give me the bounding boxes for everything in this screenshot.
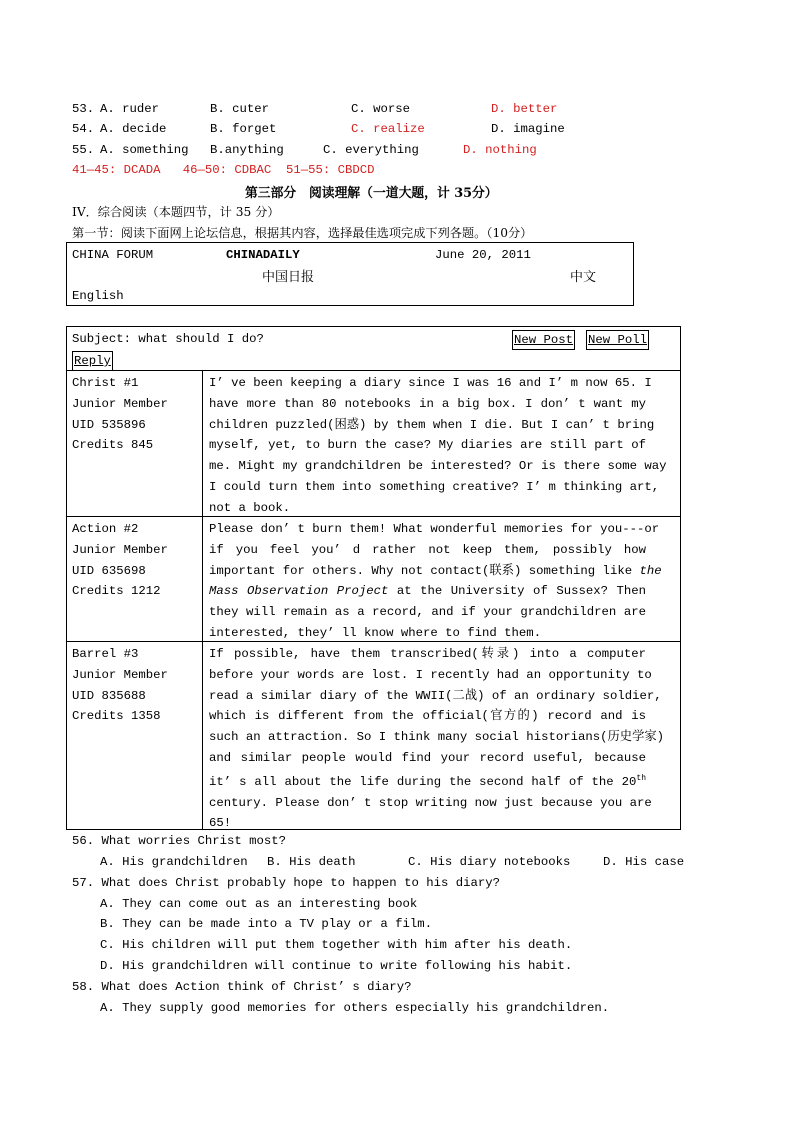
post-author-info bbox=[72, 519, 168, 602]
question-58: 58. What does Action think of Christ’ s diary? bbox=[72, 980, 412, 994]
author-name[interactable]: Barrel #3 bbox=[72, 647, 139, 661]
option-a: A. His grandchildren bbox=[100, 855, 248, 869]
option-d: D. imagine bbox=[491, 122, 565, 136]
option-b: B. They can be made into a TV play or a film. bbox=[100, 917, 433, 931]
author-name[interactable]: Christ #1 bbox=[72, 376, 139, 390]
post-line: read a similar diary of the WWII(二战) of an ordinary soldier, bbox=[209, 688, 662, 703]
brand-logo: CHINADAILY bbox=[226, 248, 300, 262]
cloze-item-55: 55. bbox=[72, 143, 95, 157]
post-line: me. Might my grandchildren be interested? Or is there some way bbox=[209, 459, 667, 474]
cloze-item-53 bbox=[72, 102, 94, 116]
author-rank: Junior Member bbox=[72, 667, 168, 682]
post-body bbox=[209, 373, 667, 519]
thread-subject: Subject: what should I do? bbox=[72, 332, 264, 346]
author-credits: Credits 845 bbox=[72, 438, 154, 453]
author-uid: UID 835688 bbox=[72, 688, 146, 703]
post-line: interested, they’ ll know where to find them. bbox=[209, 625, 542, 640]
post-line: myself, yet, to burn the case? My diaries are still part of bbox=[209, 438, 646, 453]
option-c: C. worse bbox=[351, 102, 411, 116]
answer-key: 41—45: DCADA 46—50: CDBAC 51—55: CBDCD bbox=[72, 163, 375, 177]
option-d: D. His case bbox=[603, 855, 685, 869]
option-b: B. forget bbox=[210, 122, 277, 136]
option-d: D. His grandchildren will continue to write following his habit. bbox=[100, 959, 573, 973]
option-a: A. They supply good memories for others especially his grandchildren. bbox=[100, 1001, 610, 1015]
post-line: if you feel you’ d rather not keep them, possibly how bbox=[209, 542, 646, 557]
post-line: have more than 80 notebooks in a big box. I don’ t want my bbox=[209, 396, 646, 411]
question-57: 57. What does Christ probably hope to happen to his diary? bbox=[72, 876, 501, 890]
reply-button[interactable]: Reply bbox=[72, 351, 113, 371]
option-a: A. something bbox=[100, 143, 189, 157]
forum-thread-table bbox=[66, 326, 681, 830]
row-divider bbox=[67, 370, 680, 371]
post-line: and similar people would find your record useful, because bbox=[209, 750, 646, 765]
forum-header-box bbox=[66, 242, 634, 306]
post-line: such an attraction. So I think many social historians(历史学家) bbox=[209, 730, 665, 745]
cloze-item-54: 54. bbox=[72, 122, 95, 136]
post-line: Please don’ t burn them! What wonderful memories for you---or bbox=[209, 522, 660, 536]
post-line: I’ ve been keeping a diary since I was 16 and I’ m now 65. I bbox=[209, 376, 652, 390]
option-c: C. everything bbox=[323, 143, 419, 157]
new-poll-button[interactable]: New Poll bbox=[586, 330, 649, 350]
post-line: 65! bbox=[209, 816, 232, 831]
language-chinese-link[interactable]: 中文 bbox=[570, 270, 597, 285]
question-56: 56. What worries Christ most? bbox=[72, 834, 287, 848]
post-author-info bbox=[72, 644, 168, 727]
post-line: which is different from the official(官方的) record and is bbox=[209, 709, 646, 724]
author-name[interactable]: Action #2 bbox=[72, 522, 139, 536]
author-credits: Credits 1212 bbox=[72, 584, 161, 599]
chinese-name: 中国日报 bbox=[262, 270, 315, 285]
option-c: C. His children will put them together with him after his death. bbox=[100, 938, 573, 952]
post-line: If possible, have them transcribed(转录) into a computer bbox=[209, 647, 646, 661]
author-rank: Junior Member bbox=[72, 396, 168, 411]
option-b: B. cuter bbox=[210, 102, 270, 116]
post-line: Mass Observation Project at the University of Sussex? Then bbox=[209, 584, 646, 599]
option-a: A. ruder bbox=[100, 102, 160, 116]
author-rank: Junior Member bbox=[72, 542, 168, 557]
column-divider bbox=[202, 370, 203, 829]
post-line: they will remain as a record, and if your grandchildren are bbox=[209, 605, 646, 620]
option-a: A. They can come out as an interesting book bbox=[100, 897, 418, 911]
option-a: A. decide bbox=[100, 122, 167, 136]
post-line: important for others. Why not contact(联系) something like the bbox=[209, 563, 662, 578]
author-uid: UID 535896 bbox=[72, 417, 146, 432]
forum-date: June 20, 2011 bbox=[435, 248, 531, 262]
forum-name: CHINA FORUM bbox=[72, 248, 154, 262]
option-b: B. His death bbox=[267, 855, 356, 869]
language-english-link[interactable]: English bbox=[72, 289, 124, 303]
author-uid: UID 635698 bbox=[72, 563, 146, 578]
post-line: children puzzled(困惑) by them when I die. But I can’ t bring bbox=[209, 417, 655, 432]
post-line: it’ s all about the life during the second half of the 20th bbox=[209, 773, 646, 789]
option-d-correct: D. nothing bbox=[463, 143, 537, 157]
post-line: century. Please don’ t stop writing now just because you are bbox=[209, 795, 652, 810]
post-line: not a book. bbox=[209, 500, 291, 515]
option-b: B.anything bbox=[210, 143, 284, 157]
post-line: before your words are lost. I recently had an opportunity to bbox=[209, 667, 652, 682]
option-c-correct: C. realize bbox=[351, 122, 425, 136]
option-d-correct: D. better bbox=[491, 102, 558, 116]
part-iv-heading: IV．综合阅读（本题四节，计 35 分） bbox=[72, 205, 280, 219]
section-instruction: 第一节：阅读下面网上论坛信息，根据其内容，选择最佳选项完成下列各题。（10分） bbox=[72, 226, 533, 240]
post-body bbox=[209, 644, 665, 834]
author-credits: Credits 1358 bbox=[72, 709, 161, 724]
option-c: C. His diary notebooks bbox=[408, 855, 571, 869]
item-number: 53. bbox=[72, 102, 95, 116]
post-author-info bbox=[72, 373, 168, 456]
post-body bbox=[209, 519, 662, 644]
new-post-button[interactable]: New Post bbox=[512, 330, 575, 350]
section-title: 第三部分 阅读理解（一道大题，计 35分） bbox=[245, 186, 498, 201]
post-line: I could turn them into something creative? I’ m thinking art, bbox=[209, 479, 660, 494]
